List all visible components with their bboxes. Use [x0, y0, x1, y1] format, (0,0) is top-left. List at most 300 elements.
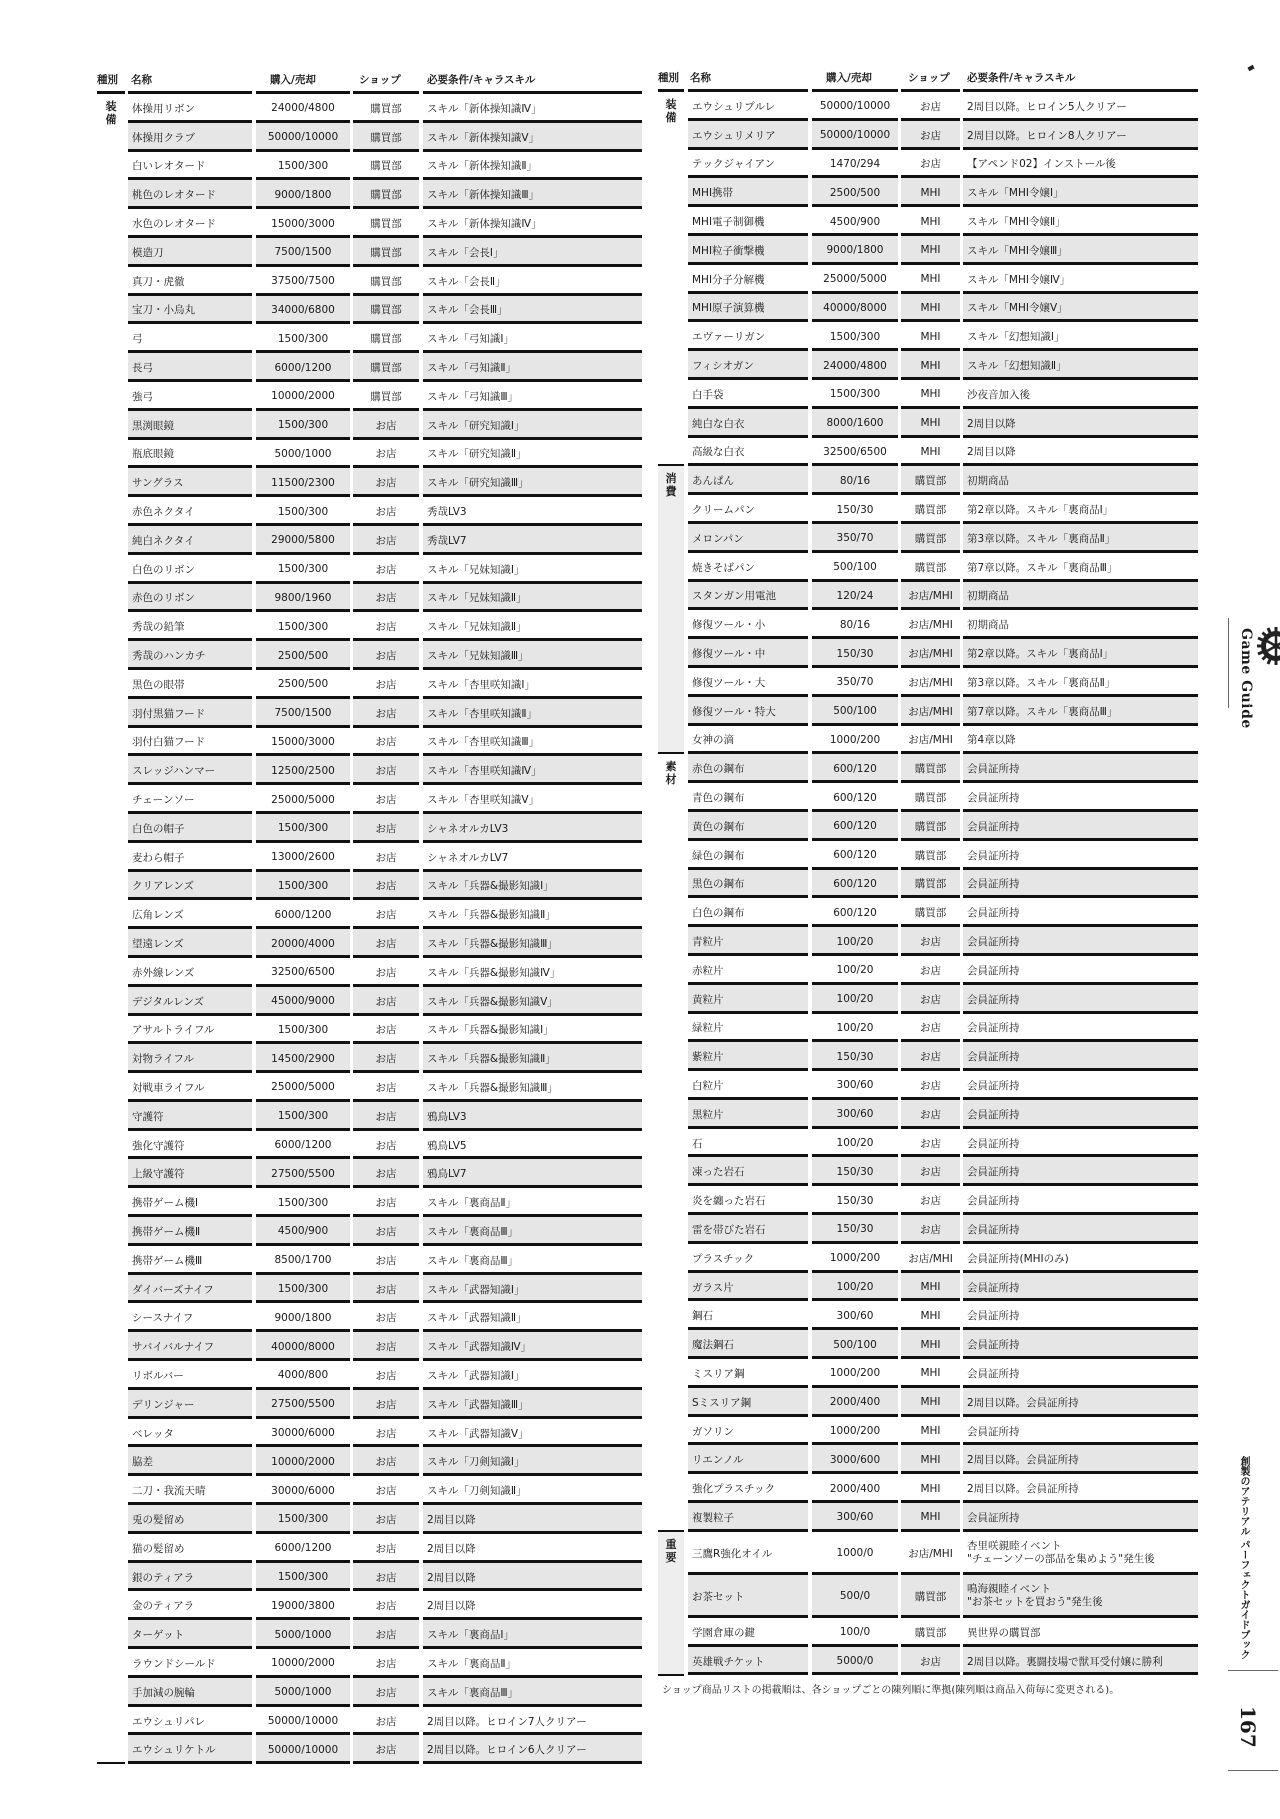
cell-condition	[963, 610, 1198, 639]
shop-text: お店	[375, 1053, 397, 1066]
name-text: 紫粒片	[692, 1051, 724, 1064]
condition-text: 2周目以降	[427, 1542, 476, 1555]
cell-condition	[963, 956, 1198, 985]
table-row	[658, 1301, 1198, 1330]
cell-name	[688, 1532, 808, 1575]
cell-condition	[963, 294, 1198, 323]
cell-name	[128, 1649, 252, 1678]
condition-text: 会員証所持	[967, 1079, 1020, 1092]
name-text: 対戦車ライフル	[132, 1081, 205, 1094]
cell-name	[128, 1246, 252, 1275]
cell-price	[812, 956, 898, 985]
condition-text: 沙夜音加入後	[967, 388, 1030, 401]
cell-shop	[901, 92, 960, 121]
shop-text: 購買部	[914, 820, 947, 833]
cell-shop	[901, 812, 960, 841]
cell-price	[256, 1275, 350, 1304]
table-row	[658, 380, 1198, 409]
cell-condition	[423, 152, 642, 181]
name-text: 赤色の鋼布	[692, 763, 745, 776]
name-text: 緑色の鋼布	[692, 849, 745, 862]
table-row	[97, 353, 642, 382]
cell-shop	[901, 1186, 960, 1215]
table-row	[658, 726, 1198, 755]
cell-price	[812, 610, 898, 639]
cell-condition	[423, 1073, 642, 1102]
table-row	[658, 553, 1198, 582]
cell-name	[688, 1215, 808, 1244]
cell-shop	[353, 1217, 419, 1246]
shop-text: お店/MHI	[908, 1547, 953, 1560]
table-row	[658, 870, 1198, 899]
price-text: 1000/200	[829, 733, 881, 746]
cell-price	[256, 555, 350, 584]
table-row	[97, 1419, 642, 1448]
table-row	[658, 1157, 1198, 1186]
cell-name	[688, 841, 808, 870]
cell-shop	[901, 697, 960, 726]
cell-name	[128, 324, 252, 353]
price-text: 25000/5000	[271, 1081, 335, 1094]
table-row	[97, 123, 642, 152]
shop-text: MHI	[920, 330, 941, 343]
price-text: 11500/2300	[271, 476, 335, 489]
price-text: 27500/5500	[271, 1167, 335, 1180]
name-text: 焼きそばパン	[692, 561, 755, 574]
cell-condition	[423, 584, 642, 613]
cell-condition	[963, 1575, 1198, 1618]
cell-name	[128, 152, 252, 181]
name-text: 瓶底眼鏡	[132, 448, 174, 461]
shop-text: お店	[375, 419, 397, 432]
condition-text: 2周目以降。会員証所持	[967, 1454, 1079, 1467]
condition-text: 会員証所持	[967, 763, 1020, 776]
shop-text: MHI	[920, 301, 941, 314]
cell-shop	[901, 610, 960, 639]
cell-price	[812, 178, 898, 207]
shop-text: 購買部	[914, 532, 947, 545]
price-text: 150/30	[836, 1165, 874, 1178]
cell-shop	[901, 1330, 960, 1359]
cell-price	[256, 1246, 350, 1275]
cell-name	[688, 754, 808, 783]
table-row	[658, 1042, 1198, 1071]
name-text: デジタルレンズ	[132, 995, 205, 1008]
category-char: 消	[665, 472, 677, 486]
cell-shop	[353, 296, 419, 325]
cell-condition	[963, 207, 1198, 236]
cell-shop	[901, 1129, 960, 1158]
header-condition: 必要条件/キャラスキル	[967, 72, 1076, 84]
condition-text: 会員証所持	[967, 964, 1020, 977]
cell-condition	[423, 1447, 642, 1476]
shop-text: お店	[375, 650, 397, 663]
name-text: 守護符	[132, 1110, 164, 1123]
cell-condition	[423, 267, 642, 296]
table-row	[97, 1649, 642, 1678]
cell-name	[688, 1100, 808, 1129]
cell-shop	[901, 178, 960, 207]
cell-price	[812, 236, 898, 265]
condition-text: スキル「MHI令嬢Ⅰ」	[967, 187, 1064, 200]
cell-name	[688, 524, 808, 553]
condition-text: 会員証所持	[967, 792, 1020, 805]
cell-shop	[901, 1071, 960, 1100]
shop-text: 購買部	[914, 878, 947, 891]
name-text: 三鷹R強化オイル	[692, 1547, 773, 1560]
cell-price	[256, 1620, 350, 1649]
condition-text: 第3章以降。スキル「裏商品Ⅱ」	[967, 676, 1116, 689]
price-text: 1500/300	[277, 1571, 329, 1584]
table-row	[658, 1330, 1198, 1359]
price-text: 100/20	[836, 993, 874, 1006]
table-row	[658, 265, 1198, 294]
price-text: 7500/1500	[274, 246, 332, 259]
cell-price	[256, 382, 350, 411]
table-row	[97, 238, 642, 267]
cell-name	[128, 440, 252, 469]
cell-shop	[901, 841, 960, 870]
cell-condition	[423, 497, 642, 526]
condition-text: 会員証所持	[967, 878, 1020, 891]
cell-shop	[353, 353, 419, 382]
cell-shop	[901, 898, 960, 927]
condition-text: スキル「兵器&撮影知識Ⅲ」	[427, 1081, 558, 1094]
cell-name	[688, 1330, 808, 1359]
table-row	[97, 756, 642, 785]
cell-condition	[963, 466, 1198, 495]
cell-condition	[963, 639, 1198, 668]
name-text: 麦わら帽子	[132, 851, 185, 864]
cell-name	[128, 958, 252, 987]
price-text: 50000/10000	[267, 1715, 339, 1728]
cell-condition	[423, 1361, 642, 1390]
cell-shop	[353, 497, 419, 526]
cell-price	[256, 987, 350, 1016]
condition-text: スキル「武器知識Ⅱ」	[427, 1312, 527, 1325]
price-text: 300/60	[836, 1079, 874, 1092]
price-text: 8500/1700	[274, 1254, 332, 1267]
cell-name	[688, 1071, 808, 1100]
table-row	[97, 1563, 642, 1592]
cell-name	[688, 726, 808, 755]
shop-text: お店	[920, 158, 941, 171]
cell-name	[688, 466, 808, 495]
cell-shop	[353, 1476, 419, 1505]
cell-price	[256, 1016, 350, 1045]
cell-name	[128, 1563, 252, 1592]
price-text: 150/30	[836, 1223, 874, 1236]
cell-condition	[423, 555, 642, 584]
cell-shop	[901, 582, 960, 611]
table-row	[97, 1361, 642, 1390]
cell-price	[256, 785, 350, 814]
table-row	[658, 1359, 1198, 1388]
cell-shop	[353, 1275, 419, 1304]
shop-text: お店	[375, 1081, 397, 1094]
cell-shop	[353, 814, 419, 843]
cell-shop	[353, 1303, 419, 1332]
condition-text: 2周目以降	[967, 417, 1016, 430]
price-text: 50000/10000	[267, 131, 339, 144]
price-text: 10000/2000	[271, 1657, 335, 1670]
condition-text: 杏里咲親睦イベント	[967, 1540, 1062, 1553]
table-row	[658, 841, 1198, 870]
price-text: 600/120	[833, 906, 877, 919]
cell-price	[256, 468, 350, 497]
price-text: 1500/300	[277, 1110, 329, 1123]
scan-mark	[1247, 65, 1254, 71]
shop-text: お店	[375, 1283, 397, 1296]
table-row	[658, 812, 1198, 841]
price-text: 1500/300	[829, 330, 881, 343]
cell-name	[128, 1505, 252, 1534]
name-text: 金のティアラ	[132, 1600, 195, 1613]
name-text: プラスチック	[692, 1252, 755, 1265]
table-row	[658, 927, 1198, 956]
price-text: 34000/6800	[271, 303, 335, 316]
table-row	[97, 526, 642, 555]
cell-shop	[353, 872, 419, 901]
price-text: 1500/300	[277, 505, 329, 518]
cell-shop	[353, 987, 419, 1016]
category-label	[664, 760, 678, 786]
price-text: 2500/500	[829, 186, 881, 199]
condition-text: スキル「兄妹知識Ⅱ」	[427, 621, 527, 634]
table-row	[658, 610, 1198, 639]
cell-condition	[423, 1102, 642, 1131]
condition-text: 鴉鳥LV5	[427, 1139, 467, 1152]
shop-text: 購買部	[370, 275, 402, 288]
book-title: 創製のアテリアル パーフェクトガイドブック	[1238, 1456, 1249, 1660]
table-row	[658, 1129, 1198, 1158]
cell-name	[128, 1159, 252, 1188]
table-row	[658, 985, 1198, 1014]
name-text: 羽付白猫フード	[132, 736, 206, 749]
cell-price	[256, 1361, 350, 1390]
condition-text: 会員証所持	[967, 993, 1020, 1006]
condition-text: スキル「MHI令嬢Ⅱ」	[967, 216, 1066, 229]
name-text: 強化守護符	[132, 1139, 185, 1152]
price-text: 4500/900	[277, 1225, 329, 1238]
table-row	[658, 1100, 1198, 1129]
shop-text: MHI	[920, 1338, 941, 1351]
table-row	[97, 814, 642, 843]
condition-text: 2周目以降	[967, 446, 1016, 459]
condition-text: 第7章以降。スキル「裏商品Ⅲ」	[967, 705, 1118, 718]
price-text: 6000/1200	[274, 908, 332, 921]
price-text: 15000/3000	[271, 735, 335, 748]
cell-price	[256, 1534, 350, 1563]
cell-condition	[423, 526, 642, 555]
shop-text: お店	[375, 1542, 397, 1555]
name-text: ミスリア鋼	[692, 1367, 745, 1380]
cell-condition	[423, 1649, 642, 1678]
cell-price	[812, 265, 898, 294]
table-row	[97, 1707, 642, 1736]
cell-shop	[353, 1447, 419, 1476]
cell-price	[256, 641, 350, 670]
cell-shop	[353, 1534, 419, 1563]
price-text: 1500/300	[277, 159, 329, 172]
cell-price	[812, 351, 898, 380]
cell-condition	[423, 1419, 642, 1448]
price-text: 2500/500	[277, 649, 329, 662]
cell-shop	[353, 1016, 419, 1045]
cell-name	[688, 495, 808, 524]
cell-price	[256, 756, 350, 785]
table-row	[658, 898, 1198, 927]
cell-condition	[963, 985, 1198, 1014]
name-text: 体操用リボン	[132, 102, 195, 115]
name-text: 修復ツール・特大	[692, 705, 776, 718]
cell-condition	[963, 438, 1198, 467]
price-text: 2000/400	[829, 1396, 881, 1409]
price-text: 1500/300	[277, 620, 329, 633]
cell-condition	[423, 814, 642, 843]
shop-text: お店/MHI	[908, 619, 953, 632]
name-text: MHI原子演算機	[692, 302, 765, 315]
cell-condition	[963, 1417, 1198, 1446]
cell-name	[128, 1073, 252, 1102]
price-text: 10000/2000	[271, 1455, 335, 1468]
price-text: 300/60	[836, 1108, 874, 1121]
cell-price	[256, 1073, 350, 1102]
price-text: 600/120	[833, 849, 877, 862]
table-row	[97, 440, 642, 469]
cell-name	[688, 639, 808, 668]
cell-name	[128, 1131, 252, 1160]
cell-price	[812, 207, 898, 236]
table-row	[97, 1159, 642, 1188]
price-text: 50000/10000	[819, 129, 891, 142]
shop-item-table-right	[658, 66, 1198, 1675]
price-text: 9000/1800	[274, 188, 332, 201]
cell-price	[812, 1273, 898, 1302]
table-row	[658, 524, 1198, 553]
condition-text: 会員証所持	[967, 1166, 1020, 1179]
row-rule	[423, 1761, 642, 1764]
cell-condition	[963, 495, 1198, 524]
price-text: 7500/1500	[274, 707, 332, 720]
cell-price	[812, 1042, 898, 1071]
cell-price	[256, 1678, 350, 1707]
price-text: 40000/8000	[271, 1340, 335, 1353]
cell-name	[128, 1419, 252, 1448]
cell-price	[256, 267, 350, 296]
price-text: 32500/6500	[271, 966, 335, 979]
cell-price	[256, 584, 350, 613]
name-text: 手加減の腕輪	[132, 1686, 195, 1699]
table-row	[97, 1044, 642, 1073]
cell-name	[128, 1361, 252, 1390]
condition-text: 2周目以降。ヒロイン5人クリアー	[967, 100, 1127, 113]
shop-text: お店	[920, 1166, 941, 1179]
cell-shop	[353, 785, 419, 814]
header-name: 名称	[690, 72, 711, 84]
gear-icon	[1256, 626, 1280, 666]
shop-text: MHI	[920, 215, 941, 228]
table-row	[97, 1246, 642, 1275]
shop-text: お店	[375, 477, 397, 490]
cell-condition	[963, 1273, 1198, 1302]
category-rule	[97, 92, 125, 94]
table-row	[658, 1575, 1198, 1618]
cell-shop	[353, 1649, 419, 1678]
name-text: 複製粒子	[692, 1511, 734, 1524]
cell-price	[812, 1388, 898, 1417]
cell-price	[812, 1474, 898, 1503]
price-text: 150/30	[836, 1194, 874, 1207]
cell-condition	[423, 238, 642, 267]
price-text: 25000/5000	[271, 793, 335, 806]
cell-condition	[423, 1505, 642, 1534]
name-text: 宝刀・小烏丸	[132, 304, 195, 317]
cell-price	[812, 582, 898, 611]
cell-condition	[963, 841, 1198, 870]
table-row	[97, 1735, 642, 1764]
cell-price	[256, 929, 350, 958]
shop-text: お店	[375, 1485, 397, 1498]
cell-shop	[901, 1100, 960, 1129]
cell-shop	[901, 438, 960, 467]
cell-shop	[353, 958, 419, 987]
cell-condition	[963, 265, 1198, 294]
table-row	[97, 584, 642, 613]
condition-text: スキル「新体操知識Ⅴ」	[427, 131, 540, 144]
condition-text: スキル「兄妹知識Ⅲ」	[427, 650, 529, 663]
cell-shop	[901, 409, 960, 438]
name-text: 携帯ゲーム機Ⅱ	[132, 1225, 201, 1238]
name-text: 秀哉の鉛筆	[132, 621, 185, 634]
cell-shop	[353, 728, 419, 757]
shop-text: 購買部	[914, 792, 947, 805]
cell-shop	[901, 1215, 960, 1244]
name-text: 羽付黒猫フード	[132, 707, 206, 720]
cell-name	[128, 180, 252, 209]
name-text: シースナイフ	[132, 1312, 194, 1325]
name-text: リボルバー	[132, 1369, 184, 1382]
cell-condition	[423, 785, 642, 814]
name-text: ラウンドシールド	[132, 1657, 216, 1670]
table-row	[658, 1071, 1198, 1100]
shop-text: お店	[375, 1600, 397, 1613]
cell-name	[688, 956, 808, 985]
name-text: スタンガン用電池	[692, 590, 776, 603]
table-header	[658, 66, 1198, 92]
price-text: 24000/4800	[823, 359, 887, 372]
price-text: 6000/1200	[274, 1139, 332, 1152]
table-row	[658, 582, 1198, 611]
price-text: 13000/2600	[271, 851, 335, 864]
category-rule	[658, 1530, 684, 1532]
price-text: 150/30	[836, 1050, 874, 1063]
name-text: 銀のティアラ	[132, 1571, 195, 1584]
cell-name	[128, 900, 252, 929]
cell-condition	[963, 1445, 1198, 1474]
price-text: 37500/7500	[271, 275, 335, 288]
price-text: 100/0	[839, 1626, 871, 1639]
cell-name	[128, 1591, 252, 1620]
cell-condition	[963, 898, 1198, 927]
condition-text: スキル「刀剣知識Ⅱ」	[427, 1485, 527, 1498]
condition-text: 会員証所持	[967, 1339, 1020, 1352]
cell-condition	[423, 1275, 642, 1304]
cell-condition	[423, 468, 642, 497]
condition-text: 【アペンド02】インストール後	[967, 158, 1116, 171]
name-text: 黒色の眼帯	[132, 678, 185, 691]
name-text: 女神の滴	[692, 734, 734, 747]
